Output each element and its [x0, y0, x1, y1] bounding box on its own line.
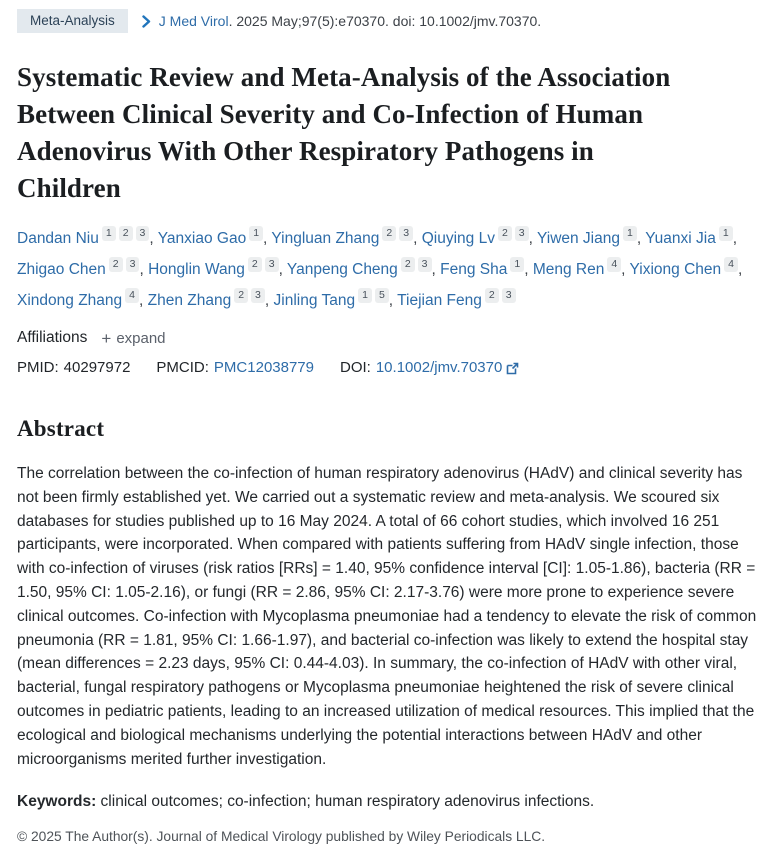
- author-affiliation-number: 3: [515, 226, 529, 241]
- author-separator: ,: [388, 292, 398, 309]
- header-bar: [17, 9, 767, 33]
- author-link[interactable]: Yanxiao Gao: [157, 230, 247, 247]
- author-separator: ,: [149, 230, 158, 247]
- author-link[interactable]: Dandan Niu: [17, 230, 99, 247]
- author-link[interactable]: Meng Ren: [532, 261, 605, 278]
- publication-type-badge: Meta-Analysis: [17, 9, 128, 33]
- author-separator: ,: [524, 261, 533, 278]
- author-affiliation-number: 3: [136, 226, 150, 241]
- author-separator: ,: [737, 261, 743, 278]
- abstract-heading: Abstract: [17, 416, 105, 441]
- author-affiliation-number: 1: [510, 257, 524, 272]
- author-link[interactable]: Yiwen Jiang: [536, 230, 620, 247]
- author-separator: ,: [139, 261, 149, 278]
- citation-details: . 2025 May;97(5):e70370. doi: 10.1002/jmv.70370.: [228, 13, 542, 29]
- pmcid-item: [156, 359, 314, 376]
- affiliations-label: Affiliations: [17, 329, 88, 346]
- author-link[interactable]: Tiejian Feng: [397, 292, 482, 309]
- keywords-label: Keywords:: [17, 793, 97, 811]
- article-title: Systematic Review and Meta-Analysis of the Association Between Clinical Severity and Co-Infection of Human Adenovirus With Other Respiratory Pathogens in Children: [17, 62, 671, 203]
- author-affiliation-number: 3: [502, 288, 516, 303]
- copyright-line: © 2025 The Author(s). Journal of Medical Virology published by Wiley Periodicals LLC.: [17, 829, 546, 845]
- author-affiliation-number: 2: [109, 257, 123, 272]
- journal-link[interactable]: J Med Virol: [158, 13, 229, 29]
- author-separator: ,: [278, 261, 287, 278]
- author-link[interactable]: Qiuying Lv: [421, 230, 495, 247]
- author-link[interactable]: Feng Sha: [440, 261, 508, 278]
- author-list: [17, 223, 762, 316]
- author-affiliation-number: 3: [418, 257, 432, 272]
- author-affiliation-number: 5: [375, 288, 389, 303]
- pmcid-link[interactable]: PMC12038779: [213, 359, 314, 376]
- author-link[interactable]: Yanpeng Cheng: [286, 261, 398, 278]
- author-affiliation-number: 1: [249, 226, 263, 241]
- author-affiliation-number: 2: [234, 288, 248, 303]
- doi-link[interactable]: 10.1002/jmv.70370: [376, 359, 519, 376]
- author-separator: ,: [263, 230, 272, 247]
- author-separator: ,: [431, 261, 441, 278]
- author-link[interactable]: Yuanxi Jia: [645, 230, 716, 247]
- author-affiliation-number: 1: [358, 288, 372, 303]
- author-link[interactable]: Xindong Zhang: [17, 292, 123, 309]
- author-affiliation-number: 3: [251, 288, 265, 303]
- author-affiliation-number: 2: [485, 288, 499, 303]
- external-link-icon: [506, 362, 519, 375]
- affiliations-row: [17, 329, 767, 347]
- author-separator: ,: [138, 292, 148, 309]
- author-affiliation-number: 1: [623, 226, 637, 241]
- identifiers-row: [17, 359, 767, 376]
- author-separator: ,: [413, 230, 422, 247]
- author-separator: ,: [636, 230, 646, 247]
- author-affiliation-number: 1: [102, 226, 116, 241]
- author-affiliation-number: 3: [265, 257, 279, 272]
- author-affiliation-number: 1: [719, 226, 733, 241]
- author-separator: ,: [732, 230, 738, 247]
- author-affiliation-number: 4: [125, 288, 139, 303]
- keywords-text: clinical outcomes; co-infection; human respiratory adenovirus infections.: [96, 793, 595, 811]
- doi-item: [340, 359, 519, 376]
- author-affiliation-number: 2: [248, 257, 262, 272]
- keywords-line: [17, 790, 761, 813]
- author-affiliation-number: 4: [724, 257, 738, 272]
- chevron-right-icon: [141, 15, 152, 28]
- abstract-text: The correlation between the co-infection of human respiratory adenovirus (HAdV) and clinical severity has not been firmly established yet. We carried out a systematic review and meta-analysis. We scoured six databases for studies published up to 16 May 2024. A total of 66 cohort studies, which involved 16 251 participants, were incorporated. When compared with patients suffering from HAdV single infection, those with co-infection of viruses (risk ratios [RRs] = 1.40, 95% confidence interval [CI]: 1.05-1.86), bacteria (RR = 1.50, 95% CI: 1.05-2.16), or fungi (RR = 2.86, 95% CI: 2.17-3.76) were more prone to experience severe clinical outcomes. Co-infection with Mycoplasma pneumoniae had a tendency to elevate the risk of common pneumonia (RR = 1.81, 95% CI: 1.66-1.97), and bacterial co-infection was likely to extend the hospital stay (mean differences = 2.23 days, 95% CI: 0.44-4.03). In summary, the co-infection of HAdV with other viral, bacterial, fungal respiratory pathogens or Mycoplasma pneumoniae heightened the risk of severe clinical outcomes in pediatric patients, leading to an increased utilization of medical resources. This implied that the ecological and biological mechanisms underlying the potential interactions between HAdV and other microorganisms merited further investigation.: [17, 465, 757, 768]
- doi-label: DOI:: [340, 359, 371, 376]
- author-affiliation-number: 2: [382, 226, 396, 241]
- author-affiliation-number: 2: [119, 226, 133, 241]
- author-affiliation-number: 2: [401, 257, 415, 272]
- author-link[interactable]: Yixiong Chen: [629, 261, 722, 278]
- author-affiliation-number: 2: [498, 226, 512, 241]
- author-affiliation-number: 3: [126, 257, 140, 272]
- author-separator: ,: [621, 261, 630, 278]
- plus-icon: +: [101, 328, 112, 348]
- citation-line: [141, 13, 541, 29]
- author-affiliation-number: 4: [607, 257, 621, 272]
- author-separator: ,: [528, 230, 537, 247]
- author-link[interactable]: Zhen Zhang: [147, 292, 232, 309]
- pmid-value: 40297972: [63, 359, 131, 376]
- author-link[interactable]: Yingluan Zhang: [271, 230, 380, 247]
- expand-affiliations-button[interactable]: [101, 330, 165, 347]
- author-link[interactable]: Jinling Tang: [273, 292, 356, 309]
- author-link[interactable]: Honglin Wang: [148, 261, 245, 278]
- pmcid-label: PMCID:: [156, 359, 209, 376]
- author-separator: ,: [264, 292, 274, 309]
- pmid-item: [17, 359, 130, 376]
- author-link[interactable]: Zhigao Chen: [17, 261, 106, 278]
- author-affiliation-number: 3: [399, 226, 413, 241]
- expand-label: expand: [116, 329, 166, 347]
- pmid-label: PMID:: [17, 359, 59, 376]
